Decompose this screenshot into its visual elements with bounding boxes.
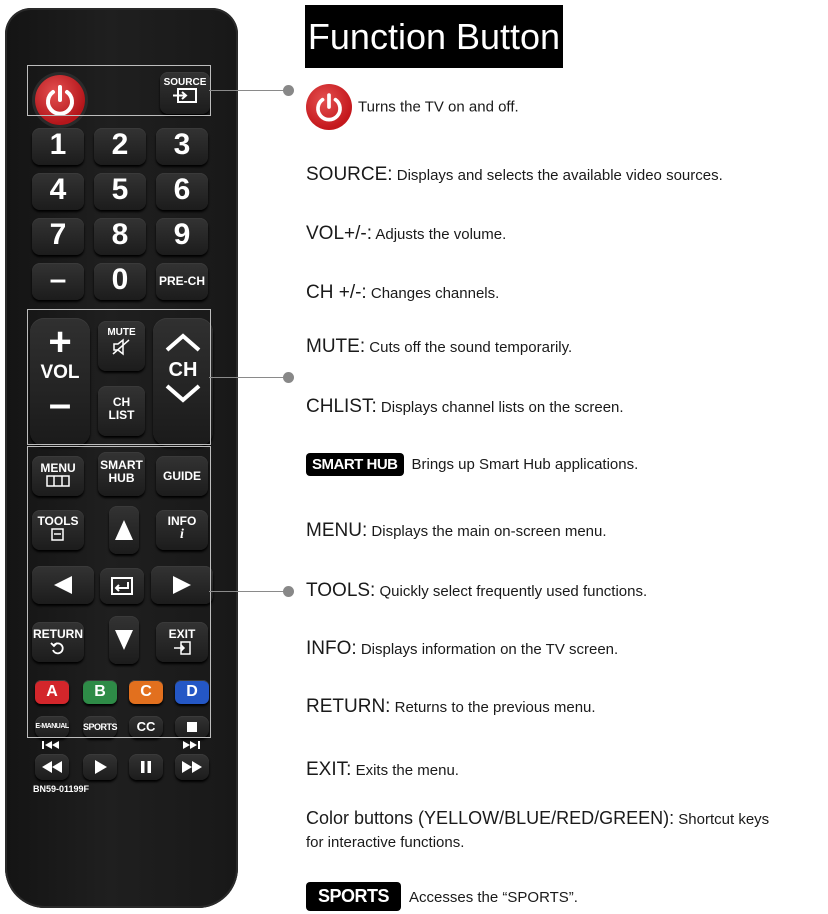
item-source-desc: Displays and selects the available video sources.	[396, 167, 723, 184]
model-number: BN59-01199F	[33, 784, 90, 794]
item-chlist-key: CHLIST:	[306, 396, 377, 417]
item-return	[306, 696, 596, 718]
color-button-d[interactable]: D	[175, 680, 209, 704]
play-icon	[83, 754, 117, 780]
connector-line-3	[209, 591, 287, 592]
item-vol-desc: Adjusts the volume.	[375, 226, 507, 243]
item-color-buttons-key: Color buttons (YELLOW/BLUE/RED/GREEN):	[306, 808, 675, 828]
color-button-a[interactable]: A	[35, 680, 69, 704]
item-return-desc: Returns to the previous menu.	[394, 699, 596, 716]
item-smart-hub-key: SMART HUB	[306, 453, 404, 476]
item-sports	[306, 882, 578, 911]
item-chlist	[306, 396, 624, 418]
item-info-desc: Displays information on the TV screen.	[360, 641, 619, 658]
smart-hub-label-1: SMART	[100, 458, 143, 472]
item-mute	[306, 336, 572, 358]
item-color-buttons-line2: for interactive functions.	[306, 834, 465, 851]
play-button[interactable]	[83, 754, 117, 780]
power-icon	[306, 84, 352, 130]
pre-ch-button[interactable]: PRE-CH	[156, 263, 208, 300]
smart-hub-label-2: HUB	[108, 471, 135, 485]
number-button-3[interactable]: 3	[156, 128, 208, 165]
connector-dot-2	[283, 372, 294, 383]
cc-button[interactable]: CC	[129, 716, 163, 738]
number-button-0[interactable]: 0	[94, 263, 146, 300]
guide-button[interactable]: GUIDE	[156, 456, 208, 496]
info-label: INFO	[167, 514, 197, 528]
item-info	[306, 638, 618, 660]
rewind-button[interactable]	[35, 754, 69, 780]
number-button-7[interactable]: 7	[32, 218, 84, 255]
volume-down-icon: –	[48, 382, 72, 426]
item-mute-desc: Cuts off the sound temporarily.	[369, 339, 573, 356]
item-smart-hub	[306, 453, 638, 476]
item-tools	[306, 580, 647, 602]
item-exit	[306, 759, 459, 781]
item-ch	[306, 282, 499, 304]
connector-line-1	[209, 90, 287, 91]
connector-dot-1	[283, 85, 294, 96]
number-button-1[interactable]: 1	[32, 128, 84, 165]
item-mute-key: MUTE:	[306, 336, 366, 357]
item-return-key: RETURN:	[306, 696, 391, 717]
item-tools-desc: Quickly select frequently used functions.	[379, 583, 648, 600]
vol-ch-highlight	[27, 309, 211, 445]
item-color-buttons	[306, 808, 769, 829]
navigation-highlight	[27, 446, 211, 738]
item-sports-key: SPORTS	[306, 882, 401, 911]
connector-line-2	[209, 377, 287, 378]
volume-up-icon: +	[48, 320, 72, 364]
item-menu-desc: Displays the main on-screen menu.	[371, 523, 607, 540]
number-button-6[interactable]: 6	[156, 173, 208, 210]
item-vol	[306, 223, 506, 245]
power-source-highlight	[27, 65, 211, 116]
item-power-desc: Turns the TV on and off.	[358, 98, 519, 116]
fast-forward-button[interactable]	[175, 754, 209, 780]
item-source-key: SOURCE:	[306, 164, 393, 185]
source-label: SOURCE	[163, 77, 207, 88]
item-sports-desc: Accesses the “SPORTS”.	[409, 889, 578, 906]
color-button-c[interactable]: C	[129, 680, 163, 704]
item-info-key: INFO:	[306, 638, 357, 659]
sports-button[interactable]: SPORTS	[83, 716, 117, 738]
color-button-b[interactable]: B	[83, 680, 117, 704]
connector-dot-3	[283, 586, 294, 597]
mute-label: MUTE	[107, 327, 136, 338]
dash-button[interactable]: –	[32, 263, 84, 300]
menu-label: MENU	[40, 461, 76, 475]
number-button-5[interactable]: 5	[94, 173, 146, 210]
number-button-4[interactable]: 4	[32, 173, 84, 210]
info-i-icon: i	[180, 527, 184, 542]
item-menu	[306, 520, 607, 542]
item-chlist-desc: Displays channel lists on the screen.	[380, 399, 624, 416]
number-button-2[interactable]: 2	[94, 128, 146, 165]
rewind-icon	[35, 754, 69, 780]
pause-button[interactable]	[129, 754, 163, 780]
item-power	[306, 84, 519, 130]
tools-label: TOOLS	[37, 514, 79, 528]
item-menu-key: MENU:	[306, 520, 368, 541]
fast-forward-icon	[175, 754, 209, 780]
item-source	[306, 164, 723, 186]
number-button-9[interactable]: 9	[156, 218, 208, 255]
item-ch-desc: Changes channels.	[370, 285, 500, 302]
pause-icon	[129, 754, 163, 780]
page-title: Function Button	[305, 5, 563, 68]
skip-next-icon	[179, 740, 201, 750]
channel-label: CH	[168, 359, 198, 381]
chlist-label-1: CH	[112, 395, 131, 409]
item-vol-key: VOL+/-:	[306, 223, 372, 244]
item-tools-key: TOOLS:	[306, 580, 376, 601]
item-smart-hub-desc: Brings up Smart Hub applications.	[411, 456, 639, 473]
skip-previous-icon	[41, 740, 63, 750]
e-manual-button[interactable]: E-MANUAL	[35, 716, 69, 738]
exit-label: EXIT	[168, 627, 196, 641]
return-label: RETURN	[33, 627, 83, 641]
item-exit-desc: Exits the menu.	[355, 762, 459, 779]
item-color-buttons-desc: Shortcut keys	[678, 811, 770, 828]
volume-label: VOL	[40, 362, 80, 383]
item-exit-key: EXIT:	[306, 759, 352, 780]
number-button-8[interactable]: 8	[94, 218, 146, 255]
item-ch-key: CH +/-:	[306, 282, 367, 303]
chlist-label-2: LIST	[108, 408, 135, 422]
